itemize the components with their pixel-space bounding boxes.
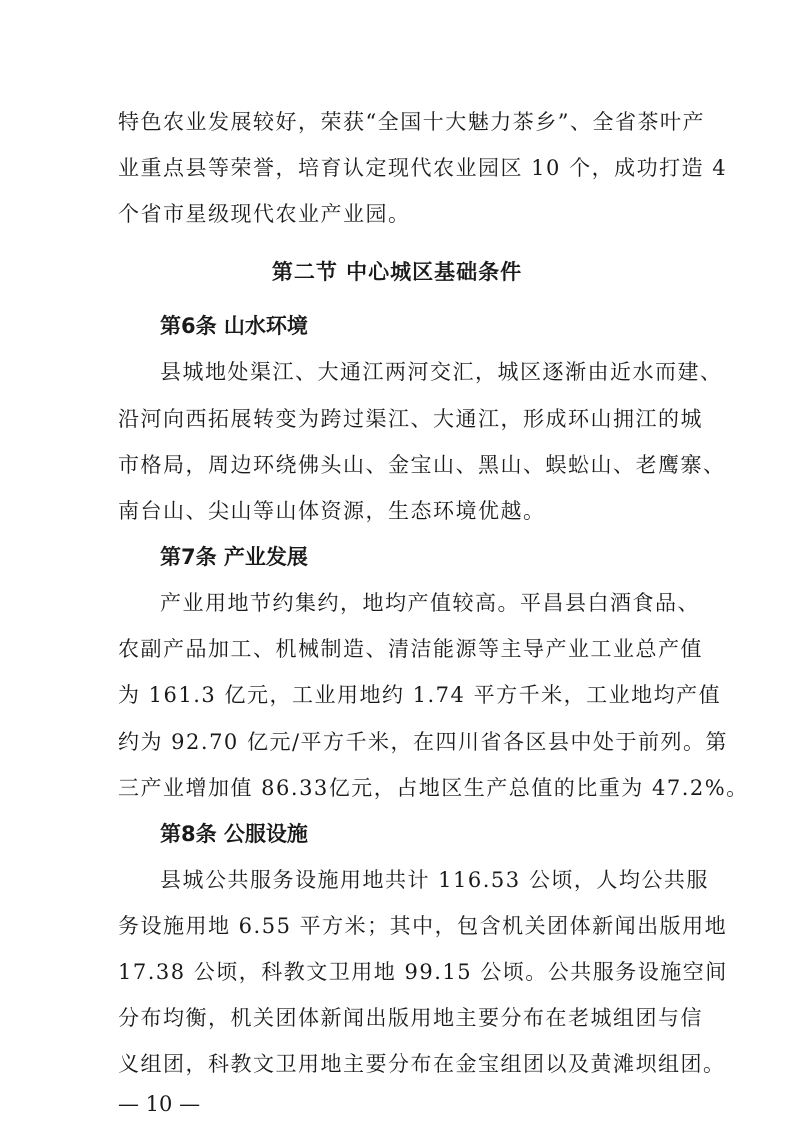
article-7-line-1: 产业用地节约集约，地均产值较高。平昌县白酒食品、: [160, 591, 700, 615]
article-8-heading: 第8条 公服设施: [160, 822, 308, 846]
page-number: — 10 —: [118, 1092, 201, 1116]
intro-line-1: 特色农业发展较好，荣获“全国十大魅力茶乡”、全省茶叶产: [118, 110, 705, 134]
article-6-line-3: 市格局，周边环绕佛头山、金宝山、黑山、蜈蚣山、老鹰寨、: [118, 453, 726, 477]
section-title: 第二节 中心城区基础条件: [271, 260, 523, 284]
article-6-line-1: 县城地处渠江、大通江两河交汇，城区逐渐由近水而建、: [160, 360, 723, 384]
article-8-line-3: 17.38 公顷，科教文卫用地 99.15 公顷。公共服务设施空间: [118, 960, 728, 984]
article-8-line-4: 分布均衡，机关团体新闻出版用地主要分布在老城组团与信: [118, 1006, 703, 1030]
article-6-line-4: 南台山、尖山等山体资源，生态环境优越。: [118, 499, 546, 523]
article-7-line-2: 农副产品加工、机械制造、清洁能源等主导产业工业总产值: [118, 637, 703, 661]
article-6-heading: 第6条 山水环境: [160, 314, 308, 338]
article-6-line-2: 沿河向西拓展转变为跨过渠江、大通江，形成环山拥江的城: [118, 407, 703, 431]
article-8-line-2: 务设施用地 6.55 平方米；其中，包含机关团体新闻出版用地: [118, 914, 728, 938]
article-8-line-1: 县城公共服务设施用地共计 116.53 公顷，人均公共服: [160, 868, 709, 892]
article-7-line-4: 约为 92.70 亿元/平方千米，在四川省各区县中处于前列。第: [118, 730, 729, 754]
article-7-line-3: 为 161.3 亿元，工业用地约 1.74 平方千米，工业地均产值: [118, 683, 722, 707]
article-7-heading: 第7条 产业发展: [160, 545, 308, 569]
intro-line-2: 业重点县等荣誉，培育认定现代农业园区 10 个，成功打造 4: [118, 156, 728, 180]
intro-line-3: 个省市星级现代农业产业园。: [118, 202, 411, 226]
article-7-line-5: 三产业增加值 86.33亿元，占地区生产总值的比重为 47.2%。: [118, 776, 749, 800]
article-8-line-5: 义组团，科教文卫用地主要分布在金宝组团以及黄滩坝组团。: [118, 1052, 726, 1076]
